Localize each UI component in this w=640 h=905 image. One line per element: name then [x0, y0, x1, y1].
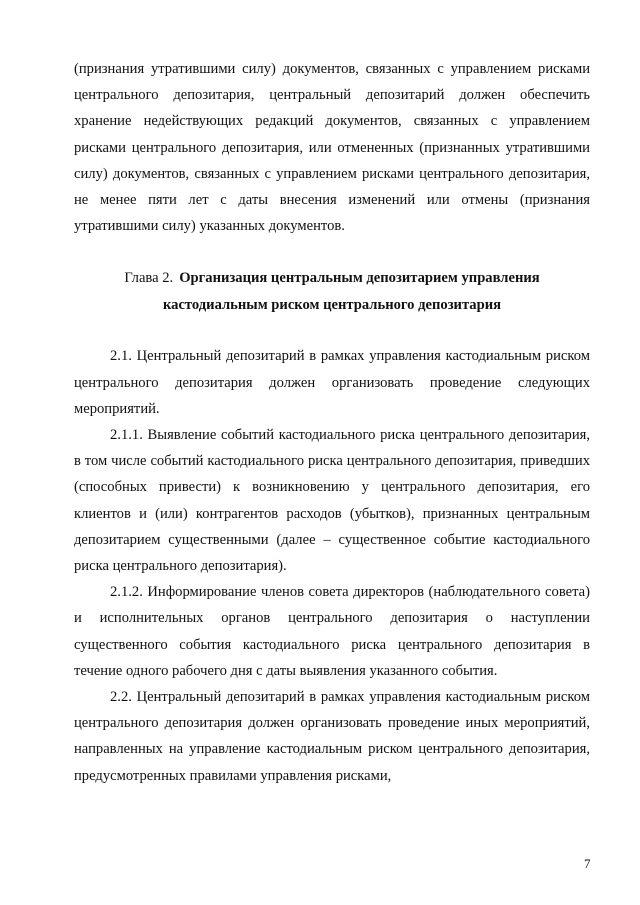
document-page — [74, 56, 590, 789]
continuation-paragraph: (признания утратившими силу) документов, связанных с управлением рисками центрального депозитария, центральный депозитарий должен обеспечить хранение недействующих редакций документов, связанных с управлением рисками центрального депозитария, или отмененных (признанных утратившими силу) документов, связанных с управлением рисками центрального депозитария, не менее пяти лет с даты внесения изменений или отмены (признания утратившими силу) указанных документов. — [74, 61, 590, 235]
paragraph-2-1: 2.1. Центральный депозитарий в рамках управления кастодиальным риском центрального депозитария должен организовать проведение следующих мероприятий. — [74, 348, 590, 417]
chapter-heading — [74, 265, 590, 319]
page-number: 7 — [584, 856, 591, 871]
chapter-title: Организация центральным депозитарием управления кастодиальным риском центрального депозитария — [162, 270, 540, 314]
chapter-label: Глава 2. — [124, 270, 174, 287]
paragraph-2-2: 2.2. Центральный депозитарий в рамках управления кастодиальным риском центрального депозитария должен организовать проведение иных мероприятий, направленных на управление кастодиальным риском центрального депозитария, предусмотренных правилами управления рисками, — [74, 689, 590, 784]
paragraph-2-1-2: 2.1.2. Информирование членов совета директоров (наблюдательного совета) и исполнительных органов центрального депозитария о наступлении существенного события кастодиального риска центрального депозитария в течение одного рабочего дня с даты выявления указанного события. — [74, 584, 590, 679]
paragraph-2-1-1: 2.1.1. Выявление событий кастодиального риска центрального депозитария, в том числе событий кастодиального риска центрального депозитария, приведших (способных привести) к возникновению у центрального депозитария, его клиентов и (или) контрагентов расходов (убытков), признанных центральным депозитарием существенными (далее – существенное событие кастодиального риска центрального депозитария). — [74, 427, 590, 575]
